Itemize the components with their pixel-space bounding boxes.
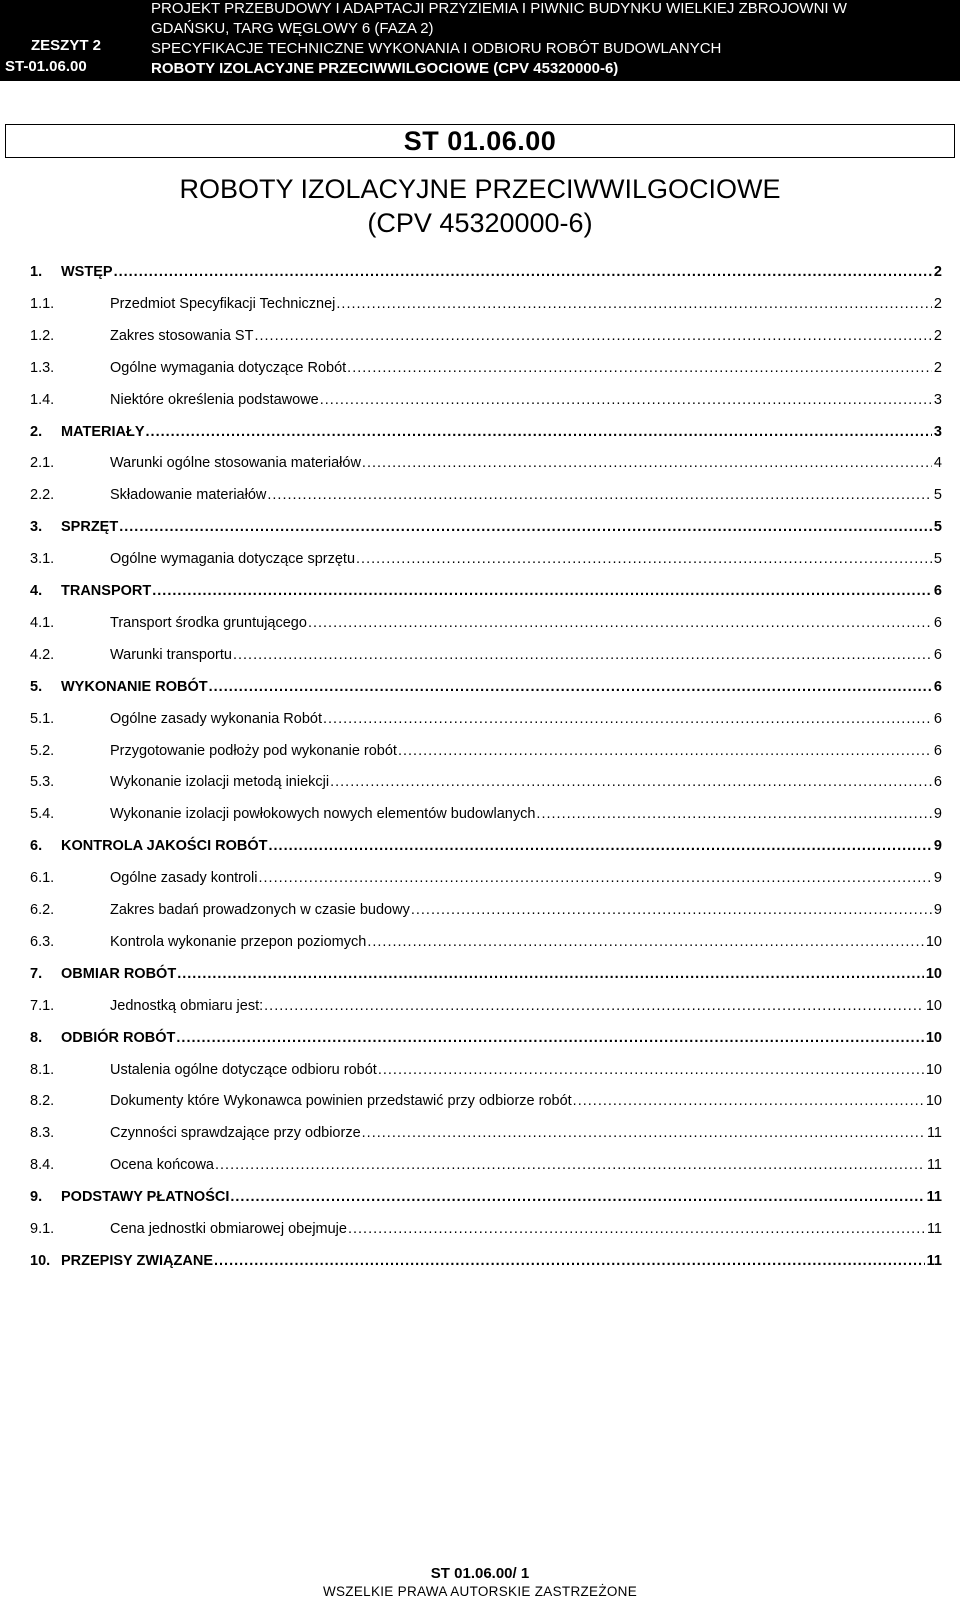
toc-dot-leader [308,612,932,634]
toc-dot-leader [230,1186,924,1208]
toc-dot-leader [254,325,931,347]
toc-entry-line [61,835,942,857]
toc-entry[interactable] [30,867,942,889]
toc-entry-page-number: 10 [925,998,942,1014]
toc-entry-number: 6.2. [30,902,55,918]
toc-entry-line [61,261,942,283]
toc-dot-leader [347,357,932,379]
toc-entry-label: Ogólne wymagania dotyczące Robót [110,360,347,376]
toc-entry-line [110,740,942,762]
toc-entry-label: PODSTAWY PŁATNOŚCI [61,1189,230,1205]
toc-dot-leader [330,771,932,793]
toc-entry[interactable] [30,803,942,825]
toc-entry[interactable] [30,421,942,443]
toc-entry[interactable] [30,580,942,602]
toc-entry-line [110,644,942,666]
toc-entry-number: 6. [30,838,43,854]
toc-entry-number: 5. [30,679,43,695]
footer-copyright: WSZELKIE PRAWA AUTORSKIE ZASTRZEŻONE [322,1584,638,1599]
toc-entry[interactable] [30,676,942,698]
toc-entry-label: WYKONANIE ROBÓT [61,679,208,695]
toc-entry[interactable] [30,931,942,953]
toc-entry-number: 4.2. [30,647,55,663]
toc-dot-leader [378,1059,924,1081]
toc-dot-leader [119,516,932,538]
toc-entry[interactable] [30,1154,942,1176]
toc-entry-number: 2.2. [30,487,55,503]
toc-entry-label: Ocena końcowa [110,1157,214,1173]
toc-entry[interactable] [30,612,942,634]
toc-entry-number: 1.2. [30,328,55,344]
toc-entry[interactable] [30,1218,942,1240]
toc-entry-page-number: 11 [926,1253,942,1269]
toc-entry-label: Składowanie materiałów [110,487,267,503]
toc-entry-label: Kontrola wykonanie przepon poziomych [110,934,367,950]
header-project-line-2: GDAŃSKU, TARG WĘGLOWY 6 (FAZA 2) [151,20,434,37]
toc-dot-leader [320,389,932,411]
toc-entry-page-number: 4 [933,455,942,471]
toc-entry-number: 4. [30,583,43,599]
toc-entry-page-number: 10 [925,934,942,950]
toc-entry-label: Warunki transportu [110,647,232,663]
toc-entry-line [110,452,942,474]
toc-entry-label: Ustalenia ogólne dotyczące odbioru robót [110,1062,377,1078]
toc-entry-page-number: 2 [933,328,942,344]
toc-entry-page-number: 6 [933,774,942,790]
toc-dot-leader [146,421,932,443]
toc-entry-line [110,357,942,379]
toc-entry-line [110,612,942,634]
toc-entry-page-number: 11 [926,1221,942,1237]
toc-entry[interactable] [30,389,942,411]
header-divider [0,79,960,81]
toc-entry-number: 4.1. [30,615,55,631]
toc-entry-page-number: 9 [933,902,942,918]
header-band [0,0,960,79]
toc-dot-leader [209,676,932,698]
toc-entry[interactable] [30,357,942,379]
toc-entry-label: TRANSPORT [61,583,152,599]
toc-entry-line [61,676,942,698]
toc-entry[interactable] [30,548,942,570]
toc-dot-leader [367,931,924,953]
toc-entry-number: 1.4. [30,392,55,408]
document-title-line-1: ROBOTY IZOLACYJNE PRZECIWWILGOCIOWE [179,174,781,204]
toc-entry-line [110,1154,942,1176]
toc-entry-label: Niektóre określenia podstawowe [110,392,319,408]
toc-entry-line [61,1027,942,1049]
toc-entry-label: Przygotowanie podłoży pod wykonanie robót [110,743,397,759]
toc-entry-line [110,708,942,730]
toc-entry-number: 2.1. [30,455,55,471]
toc-entry-page-number: 6 [933,647,942,663]
toc-entry-label: Przedmiot Specyfikacji Technicznej [110,296,336,312]
toc-entry-number: 7. [30,966,43,982]
toc-entry-page-number: 6 [933,743,942,759]
toc-entry-page-number: 5 [933,551,942,567]
toc-entry[interactable] [30,516,942,538]
toc-entry-number: 3.1. [30,551,55,567]
toc-entry-label: Warunki ogólne stosowania materiałów [110,455,361,471]
header-project-line-1: PROJEKT PRZEBUDOWY I ADAPTACJI PRZYZIEMIA I PIWNIC BUDYNKU WIELKIEJ ZBROJOWNI W [151,0,847,17]
toc-entry[interactable] [30,452,942,474]
toc-entry[interactable] [30,644,942,666]
toc-dot-leader [267,484,932,506]
toc-entry[interactable] [30,963,942,985]
toc-entry-line [110,867,942,889]
toc-entry[interactable] [30,1059,942,1081]
toc-entry-label: Cena jednostki obmiarowej obejmuje [110,1221,347,1237]
toc-entry-line [110,389,942,411]
toc-entry-line [110,803,942,825]
toc-entry-number: 8.4. [30,1157,55,1173]
toc-entry-label: OBMIAR ROBÓT [61,966,177,982]
toc-entry-number: 5.2. [30,743,55,759]
toc-entry-label: SPRZĘT [61,519,119,535]
toc-entry[interactable] [30,740,942,762]
toc-entry-page-number: 2 [933,264,942,280]
toc-entry-label: Czynności sprawdzające przy odbiorze [110,1125,361,1141]
toc-entry-page-number: 6 [933,583,942,599]
header-spec-title: SPECYFIKACJE TECHNICZNE WYKONANIA I ODBIORU ROBÓT BUDOWLANYCH [151,40,722,57]
toc-dot-leader [176,1027,923,1049]
toc-entry-page-number: 2 [933,360,942,376]
toc-entry-number: 2. [30,424,43,440]
toc-entry-number: 6.3. [30,934,55,950]
toc-dot-leader [214,1250,925,1272]
toc-entry-page-number: 9 [933,806,942,822]
header-right-cell [151,0,951,79]
toc-dot-leader [356,548,932,570]
toc-dot-leader [177,963,924,985]
toc-entry-page-number: 3 [933,424,942,440]
toc-entry-line [61,421,942,443]
toc-entry-page-number: 11 [926,1189,942,1205]
toc-entry[interactable] [30,1250,942,1272]
toc-entry-label: MATERIAŁY [61,424,145,440]
toc-entry-page-number: 10 [925,966,942,982]
toc-entry-line [110,484,942,506]
toc-entry[interactable] [30,835,942,857]
toc-entry[interactable] [30,708,942,730]
toc-entry[interactable] [30,261,942,283]
toc-entry[interactable] [30,325,942,347]
toc-entry-number: 1.3. [30,360,55,376]
toc-entry[interactable] [30,771,942,793]
toc-entry-page-number: 9 [933,838,942,854]
toc-entry-page-number: 11 [926,1157,942,1173]
toc-entry-page-number: 9 [933,870,942,886]
toc-entry-number: 9.1. [30,1221,55,1237]
toc-entry-line [61,1250,942,1272]
toc-entry[interactable] [30,484,942,506]
toc-entry-line [110,548,942,570]
toc-entry-line [110,293,942,315]
toc-entry-page-number: 5 [933,487,942,503]
toc-dot-leader [264,995,924,1017]
toc-entry-line [61,580,942,602]
spec-code-title: ST 01.06.00 [403,126,557,156]
toc-entry-number: 5.3. [30,774,55,790]
toc-dot-leader [336,293,932,315]
toc-entry-line [110,1059,942,1081]
document-title [0,172,960,240]
toc-dot-leader [259,867,932,889]
toc-entry-line [110,771,942,793]
toc-entry-page-number: 3 [933,392,942,408]
toc-entry-label: Ogólne zasady wykonania Robót [110,711,322,727]
toc-entry-line [61,516,942,538]
toc-entry-number: 3. [30,519,43,535]
toc-entry-page-number: 2 [933,296,942,312]
toc-entry-page-number: 6 [933,615,942,631]
toc-entry[interactable] [30,1122,942,1144]
toc-entry[interactable] [30,1027,942,1049]
toc-dot-leader [411,899,932,921]
toc-entry-number: 8.2. [30,1093,55,1109]
toc-entry-label: Zakres stosowania ST [110,328,254,344]
toc-entry-line [61,1186,942,1208]
toc-entry-page-number: 10 [925,1030,942,1046]
toc-dot-leader [114,261,932,283]
toc-entry-number: 6.1. [30,870,55,886]
toc-dot-leader [348,1218,925,1240]
toc-dot-leader [536,803,932,825]
toc-entry-line [110,899,942,921]
toc-dot-leader [215,1154,925,1176]
toc-entry-page-number: 10 [925,1062,942,1078]
toc-entry-line [110,1090,942,1112]
toc-entry-page-number: 11 [926,1125,942,1141]
toc-dot-leader [233,644,932,666]
toc-entry-number: 1.1. [30,296,55,312]
toc-entry[interactable] [30,1186,942,1208]
toc-entry-number: 8.1. [30,1062,55,1078]
toc-entry-label: KONTROLA JAKOŚCI ROBÓT [61,838,268,854]
toc-entry-label: Ogólne wymagania dotyczące sprzętu [110,551,356,567]
toc-entry-label: ODBIÓR ROBÓT [61,1030,176,1046]
toc-entry-page-number: 5 [933,519,942,535]
toc-entry-number: 9. [30,1189,43,1205]
toc-dot-leader [573,1090,924,1112]
toc-entry-page-number: 10 [925,1093,942,1109]
toc-entry-label: Transport środka gruntującego [110,615,307,631]
toc-entry-label: Zakres badań prowadzonych w czasie budowy [110,902,410,918]
toc-entry-label: PRZEPISY ZWIĄZANE [61,1253,213,1269]
toc-entry-label: WSTĘP [61,264,113,280]
toc-entry-page-number: 6 [933,711,942,727]
toc-entry-label: Wykonanie izolacji powłokowych nowych elementów budowlanych [110,806,536,822]
header-left-cell [0,0,146,79]
toc-entry-page-number: 6 [933,679,942,695]
toc-entry-number: 8. [30,1030,43,1046]
toc-entry-line [110,931,942,953]
toc-dot-leader [398,740,932,762]
toc-entry-line [110,1122,942,1144]
toc-entry[interactable] [30,899,942,921]
toc-entry-number: 7.1. [30,998,55,1014]
toc-entry-label: Wykonanie izolacji metodą iniekcji [110,774,330,790]
toc-entry-line [61,963,942,985]
toc-entry-number: 8.3. [30,1125,55,1141]
toc-dot-leader [152,580,932,602]
toc-entry-number: 1. [30,264,43,280]
toc-entry-line [110,1218,942,1240]
toc-entry-number: 5.1. [30,711,55,727]
header-volume: ZESZYT 2 [31,37,102,54]
toc-dot-leader [362,452,932,474]
toc-entry[interactable] [30,293,942,315]
toc-entry-line [110,995,942,1017]
document-title-line-2: (CPV 45320000-6) [367,208,593,238]
footer-page-code: ST 01.06.00/ 1 [430,1565,530,1582]
toc-entry-label: Jednostką obmiaru jest: [110,998,264,1014]
header-spec-code: ST-01.06.00 [5,58,87,75]
toc-entry-number: 10. [30,1253,51,1269]
toc-dot-leader [269,835,932,857]
toc-entry-label: Dokumenty które Wykonawca powinien przedstawić przy odbiorze robót [110,1093,572,1109]
toc-entry-label: Ogólne zasady kontroli [110,870,258,886]
toc-entry-number: 5.4. [30,806,55,822]
toc-entry[interactable] [30,1090,942,1112]
toc-entry[interactable] [30,995,942,1017]
header-section-title: ROBOTY IZOLACYJNE PRZECIWWILGOCIOWE (CPV 45320000-6) [151,60,619,77]
toc-dot-leader [323,708,932,730]
toc-dot-leader [362,1122,925,1144]
toc-entry-line [110,325,942,347]
